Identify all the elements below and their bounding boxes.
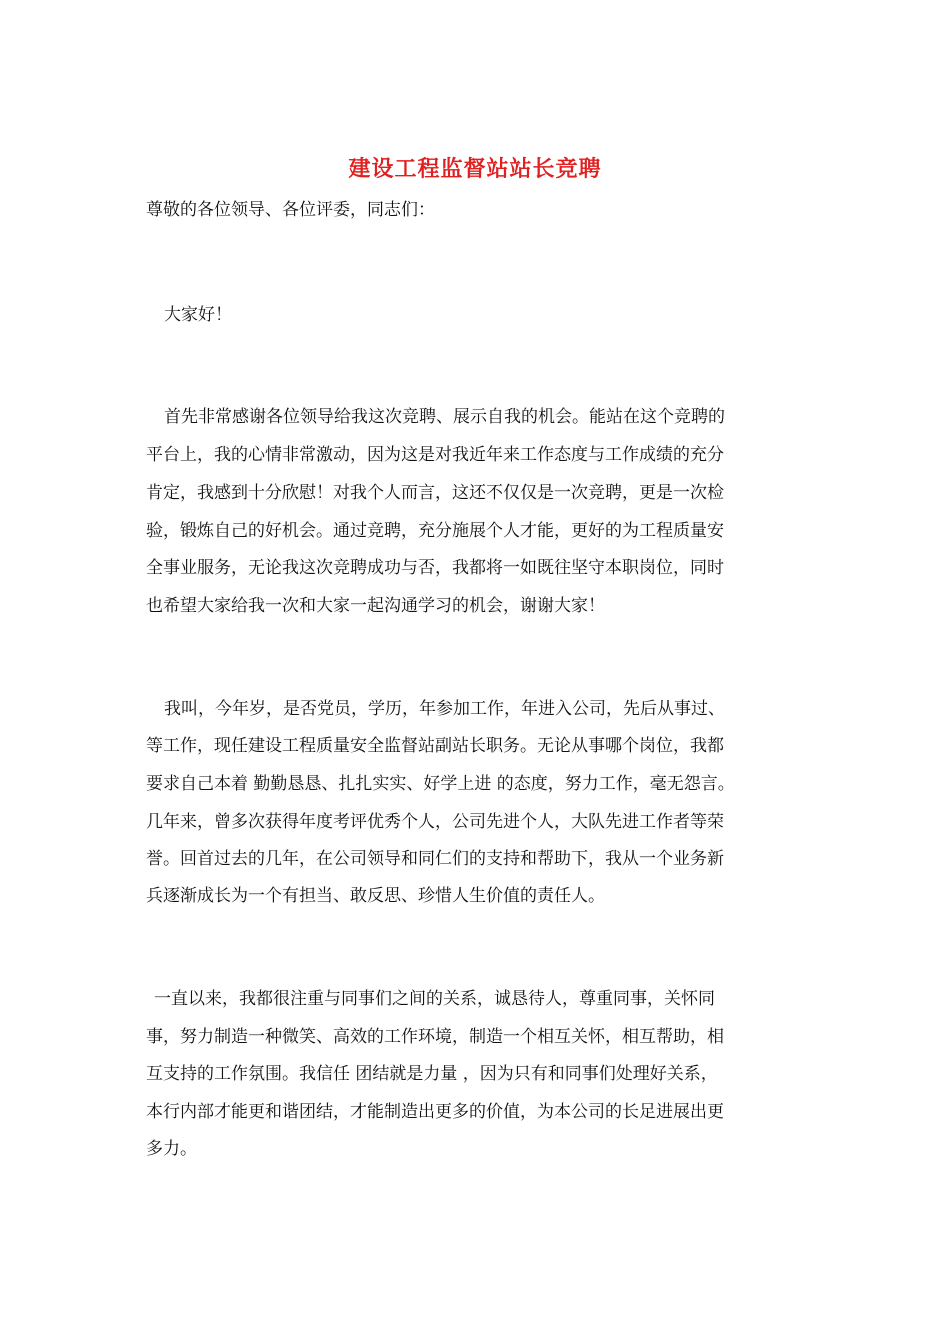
paragraph-1-line-6: 也希望大家给我一次和大家一起沟通学习的机会，谢谢大家！ <box>146 596 605 616</box>
paragraph-2-line-3: 要求自己本着 勤勤恳恳、扎扎实实、好学上进 的态度，努力工作，毫无怨言。 <box>146 774 735 794</box>
paragraph-3-line-5: 多力。 <box>146 1139 197 1159</box>
greeting: 大家好！ <box>164 305 232 325</box>
paragraph-2-line-4: 几年来，曾多次获得年度考评优秀个人，公司先进个人，大队先进工作者等荣 <box>146 812 724 832</box>
salutation: 尊敬的各位领导、各位评委，同志们： <box>146 200 435 220</box>
paragraph-1-line-3: 肯定，我感到十分欣慰！对我个人而言，这还不仅仅是一次竞聘，更是一次检 <box>146 483 724 503</box>
paragraph-3-line-4: 本行内部才能更和谐团结，才能制造出更多的价值，为本公司的长足进展出更 <box>146 1102 724 1122</box>
paragraph-1-line-4: 验，锻炼自己的好机会。通过竞聘，充分施展个人才能，更好的为工程质量安 <box>146 521 724 541</box>
paragraph-2-line-6: 兵逐渐成长为一个有担当、敢反思、珍惜人生价值的责任人。 <box>146 886 605 906</box>
paragraph-3-line-2: 事，努力制造一种微笑、高效的工作环境，制造一个相互关怀，相互帮助，相 <box>146 1027 724 1047</box>
paragraph-1-line-5: 全事业服务，无论我这次竞聘成功与否，我都将一如既往坚守本职岗位，同时 <box>146 558 724 578</box>
paragraph-2-line-2: 等工作，现任建设工程质量安全监督站副站长职务。无论从事哪个岗位，我都 <box>146 736 724 756</box>
paragraph-3-line-3: 互支持的工作氛围。我信任 团结就是力量 ，因为只有和同事们处理好关系， <box>146 1064 718 1084</box>
paragraph-3-line-1: 一直以来，我都很注重与同事们之间的关系，诚恳待人，尊重同事，关怀同 <box>154 989 715 1009</box>
paragraph-2-line-1: 我叫，今年岁，是否党员，学历，年参加工作，年进入公司，先后从事过、 <box>164 699 725 719</box>
paragraph-2-line-5: 誉。回首过去的几年，在公司领导和同仁们的支持和帮助下，我从一个业务新 <box>146 849 724 869</box>
document-title: 建设工程监督站站长竞聘 <box>348 156 602 182</box>
paragraph-1-line-2: 平台上，我的心情非常激动，因为这是对我近年来工作态度与工作成绩的充分 <box>146 445 724 465</box>
paragraph-1-line-1: 首先非常感谢各位领导给我这次竞聘、展示自我的机会。能站在这个竞聘的 <box>164 407 725 427</box>
